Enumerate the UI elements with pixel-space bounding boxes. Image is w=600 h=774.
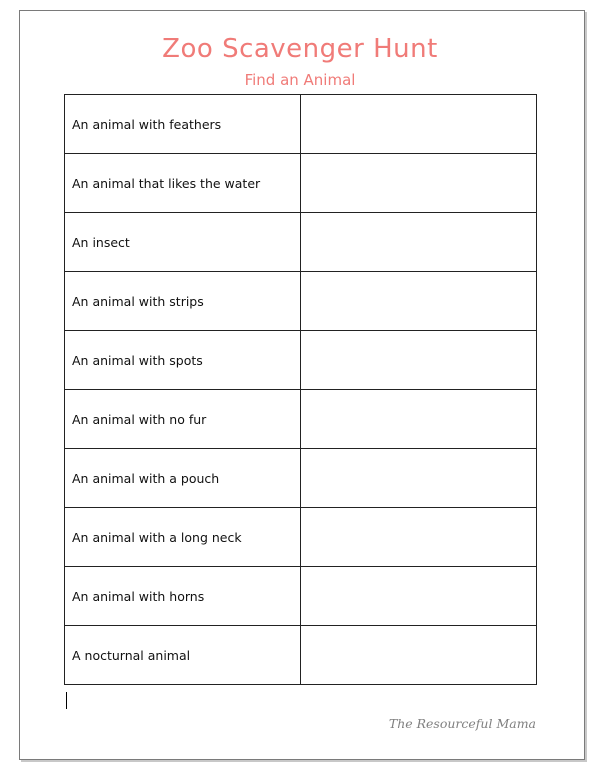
table-row — [65, 390, 537, 449]
prompt-cell: An animal that likes the water — [65, 154, 301, 213]
page-subtitle: Find an Animal — [244, 71, 356, 89]
prompt-cell: An animal with no fur — [65, 390, 301, 449]
table-row — [65, 331, 537, 390]
answer-cell[interactable] — [301, 390, 537, 449]
page-title: Zoo Scavenger Hunt — [162, 34, 438, 64]
table-row — [65, 95, 537, 154]
table-row — [65, 213, 537, 272]
answer-cell[interactable] — [301, 567, 537, 626]
prompt-cell: An insect — [65, 213, 301, 272]
prompt-cell: An animal with a pouch — [65, 449, 301, 508]
answer-cell[interactable] — [301, 449, 537, 508]
prompt-cell: An animal with feathers — [65, 95, 301, 154]
prompt-cell: An animal with spots — [65, 331, 301, 390]
answer-cell[interactable] — [301, 213, 537, 272]
table-row — [65, 626, 537, 685]
table-row — [65, 272, 537, 331]
table-row — [65, 449, 537, 508]
answer-cell[interactable] — [301, 508, 537, 567]
answer-cell[interactable] — [301, 95, 537, 154]
footer-credit: The Resourceful Mama — [388, 716, 536, 731]
answer-cell[interactable] — [301, 272, 537, 331]
table-row — [65, 508, 537, 567]
table-row — [65, 567, 537, 626]
answer-cell[interactable] — [301, 331, 537, 390]
answer-cell[interactable] — [301, 626, 537, 685]
prompt-cell: An animal with strips — [65, 272, 301, 331]
scavenger-hunt-table — [64, 94, 537, 685]
text-cursor — [66, 692, 67, 709]
answer-cell[interactable] — [301, 154, 537, 213]
prompt-cell: A nocturnal animal — [65, 626, 301, 685]
table-row — [65, 154, 537, 213]
prompt-cell: An animal with horns — [65, 567, 301, 626]
prompt-cell: An animal with a long neck — [65, 508, 301, 567]
